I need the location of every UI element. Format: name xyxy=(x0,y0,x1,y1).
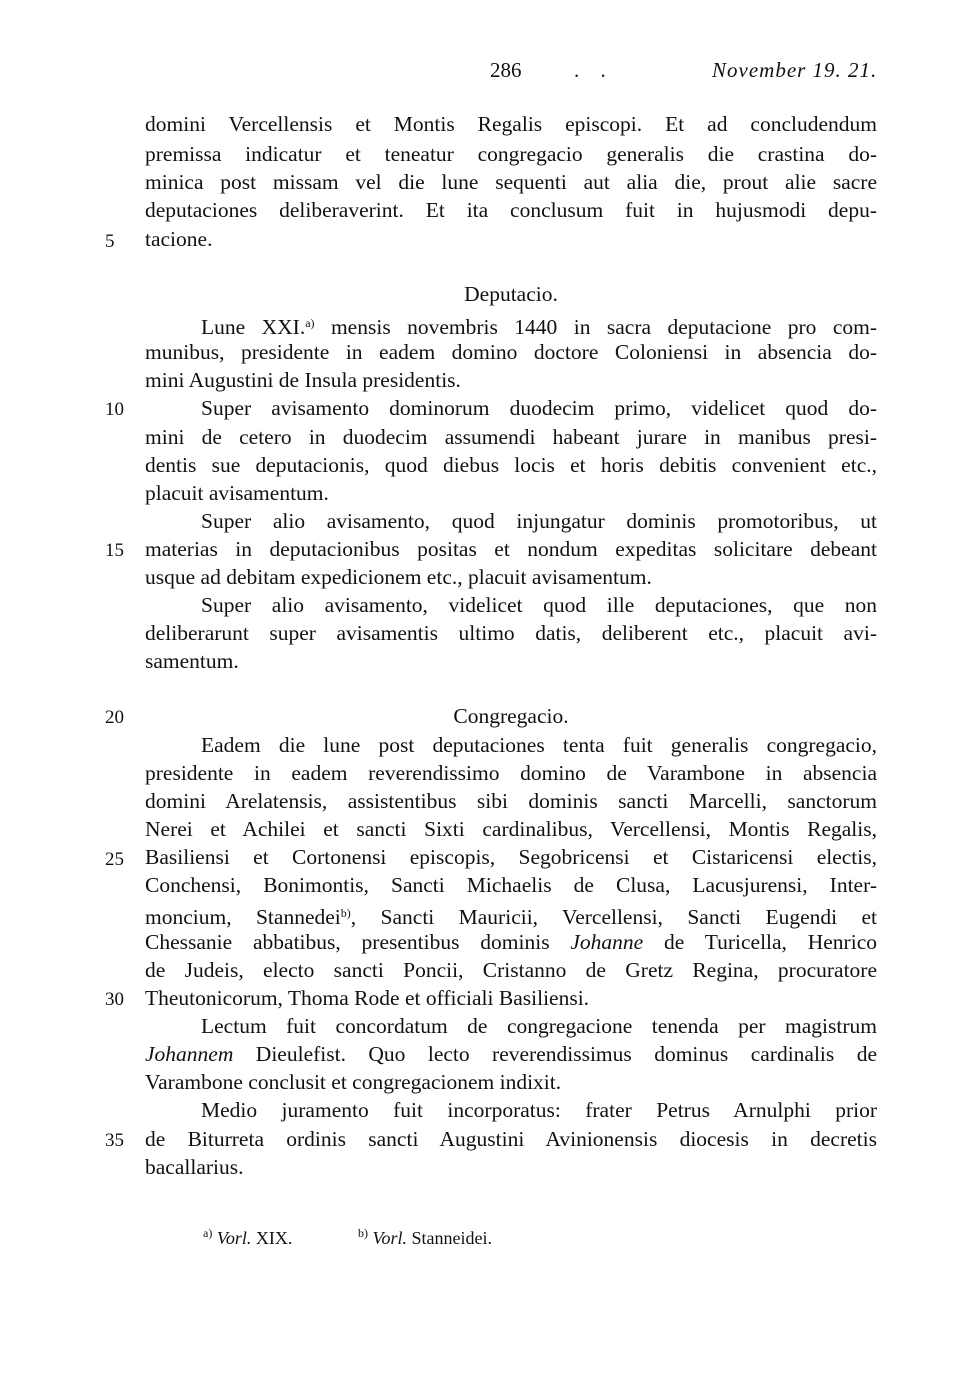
text-line: materias in deputacionibus positas et nondum expeditas solicitare debeant xyxy=(145,537,877,561)
text-line: deliberarunt super avisamentis ultimo datis, deliberent etc., placuit avi- xyxy=(145,621,877,645)
text-line: Varambone conclusit et congregacionem indixit. xyxy=(145,1070,562,1094)
line-number: 20 xyxy=(105,707,124,728)
heading-congregacio: Congregacio. xyxy=(453,704,569,728)
text-line: Super avisamento dominorum duodecim primo, videlicet quod do- xyxy=(201,396,877,420)
text-line: Super alio avisamento, videlicet quod ille deputaciones, que non xyxy=(201,593,877,617)
text-line: Lune XXI.$^{a)}$ mensis novembris 1440 in sacra deputacione pro com- xyxy=(201,315,878,339)
heading-deputacio: Deputacio. xyxy=(464,282,558,306)
text-line: Nerei et Achilei et sancti Sixti cardinalibus, Vercellensi, Montis Regalis, xyxy=(145,817,877,841)
text-line: dentis sue deputacionis, quod diebus locis et horis debitis convenient etc., xyxy=(145,453,877,477)
text-line: minica post missam vel die lune sequenti aut alia die, prout alie sacre xyxy=(145,170,877,194)
footnote-ref-a: a) xyxy=(305,316,315,330)
text-line: moncium, Stannedei$^{b)}$, Sancti Mauricii, Vercellensi, Sancti Eugendi et xyxy=(145,905,877,929)
text-line: domini Arelatensis, assistentibus sibi dominis sancti Marcelli, sanctorum xyxy=(145,789,877,813)
line-number: 25 xyxy=(105,849,124,870)
footnote-a: $^{a)}$ Vorl. XIX. xyxy=(203,1226,293,1248)
running-head-date: November 19. 21. xyxy=(712,58,878,82)
text-line: samentum. xyxy=(145,649,239,673)
text-line: mini Augustini de Insula presidentis. xyxy=(145,368,461,392)
text-line: usque ad debitam expedicionem etc., placuit avisamentum. xyxy=(145,565,652,589)
footnote-ref-b: b) xyxy=(340,906,351,920)
text-line: tacione. xyxy=(145,227,213,251)
text-line: domini Vercellensis et Montis Regalis episcopi. Et ad concludendum xyxy=(145,112,877,136)
text-line: Eadem die lune post deputaciones tenta fuit generalis congregacio, xyxy=(201,733,877,757)
line-number: 5 xyxy=(105,231,115,252)
text-line: Johannem Dieulefist. Quo lecto reverendissimus dominus cardinalis de xyxy=(145,1042,877,1066)
text-line: Conchensi, Bonimontis, Sancti Michaelis de Clusa, Lacusjurensi, Inter- xyxy=(145,873,877,897)
text-line: de Biturreta ordinis sancti Augustini Avinionensis diocesis in decretis xyxy=(145,1127,877,1151)
line-number: 10 xyxy=(105,399,124,420)
text-line: Chessanie abbatibus, presentibus dominis Johanne de Turicella, Henrico xyxy=(145,930,877,954)
text-line: Theutonicorum, Thoma Rode et officiali Basiliensi. xyxy=(145,986,590,1010)
text-line: bacallarius. xyxy=(145,1155,244,1179)
line-number: 35 xyxy=(105,1130,124,1151)
text-line: Lectum fuit concordatum de congregacione tenenda per magistrum xyxy=(201,1014,877,1038)
text-line: Basiliensi et Cortonensi episcopis, Segobricensi et Cistaricensi electis, xyxy=(145,845,877,869)
text-line: deputaciones deliberaverint. Et ita conclusum fuit in hujusmodi depu- xyxy=(145,198,877,222)
text-line: Medio juramento fuit incorporatus: frater Petrus Arnulphi prior xyxy=(201,1098,877,1122)
text-line: mini de cetero in duodecim assumendi habeant jurare in manibus presi- xyxy=(145,425,877,449)
text-line: Super alio avisamento, quod injungatur dominis promotoribus, ut xyxy=(201,509,877,533)
text-line: de Judeis, electo sancti Poncii, Cristanno de Gretz Regina, procuratore xyxy=(145,958,877,982)
header-dots: . . xyxy=(574,58,614,82)
line-number: 30 xyxy=(105,989,124,1010)
line-number: 15 xyxy=(105,540,124,561)
page-number: 286 xyxy=(490,58,522,82)
text-line: presidente in eadem reverendissimo domino de Varambone in absencia xyxy=(145,761,877,785)
text-line: placuit avisamentum. xyxy=(145,481,329,505)
footnote-b: $^{b)}$ Vorl. Stanneidei. xyxy=(358,1226,492,1248)
text-line: premissa indicatur et teneatur congregacio generalis die crastina do- xyxy=(145,142,877,166)
text-line: munibus, presidente in eadem domino doctore Coloniensi in absencia do- xyxy=(145,340,877,364)
